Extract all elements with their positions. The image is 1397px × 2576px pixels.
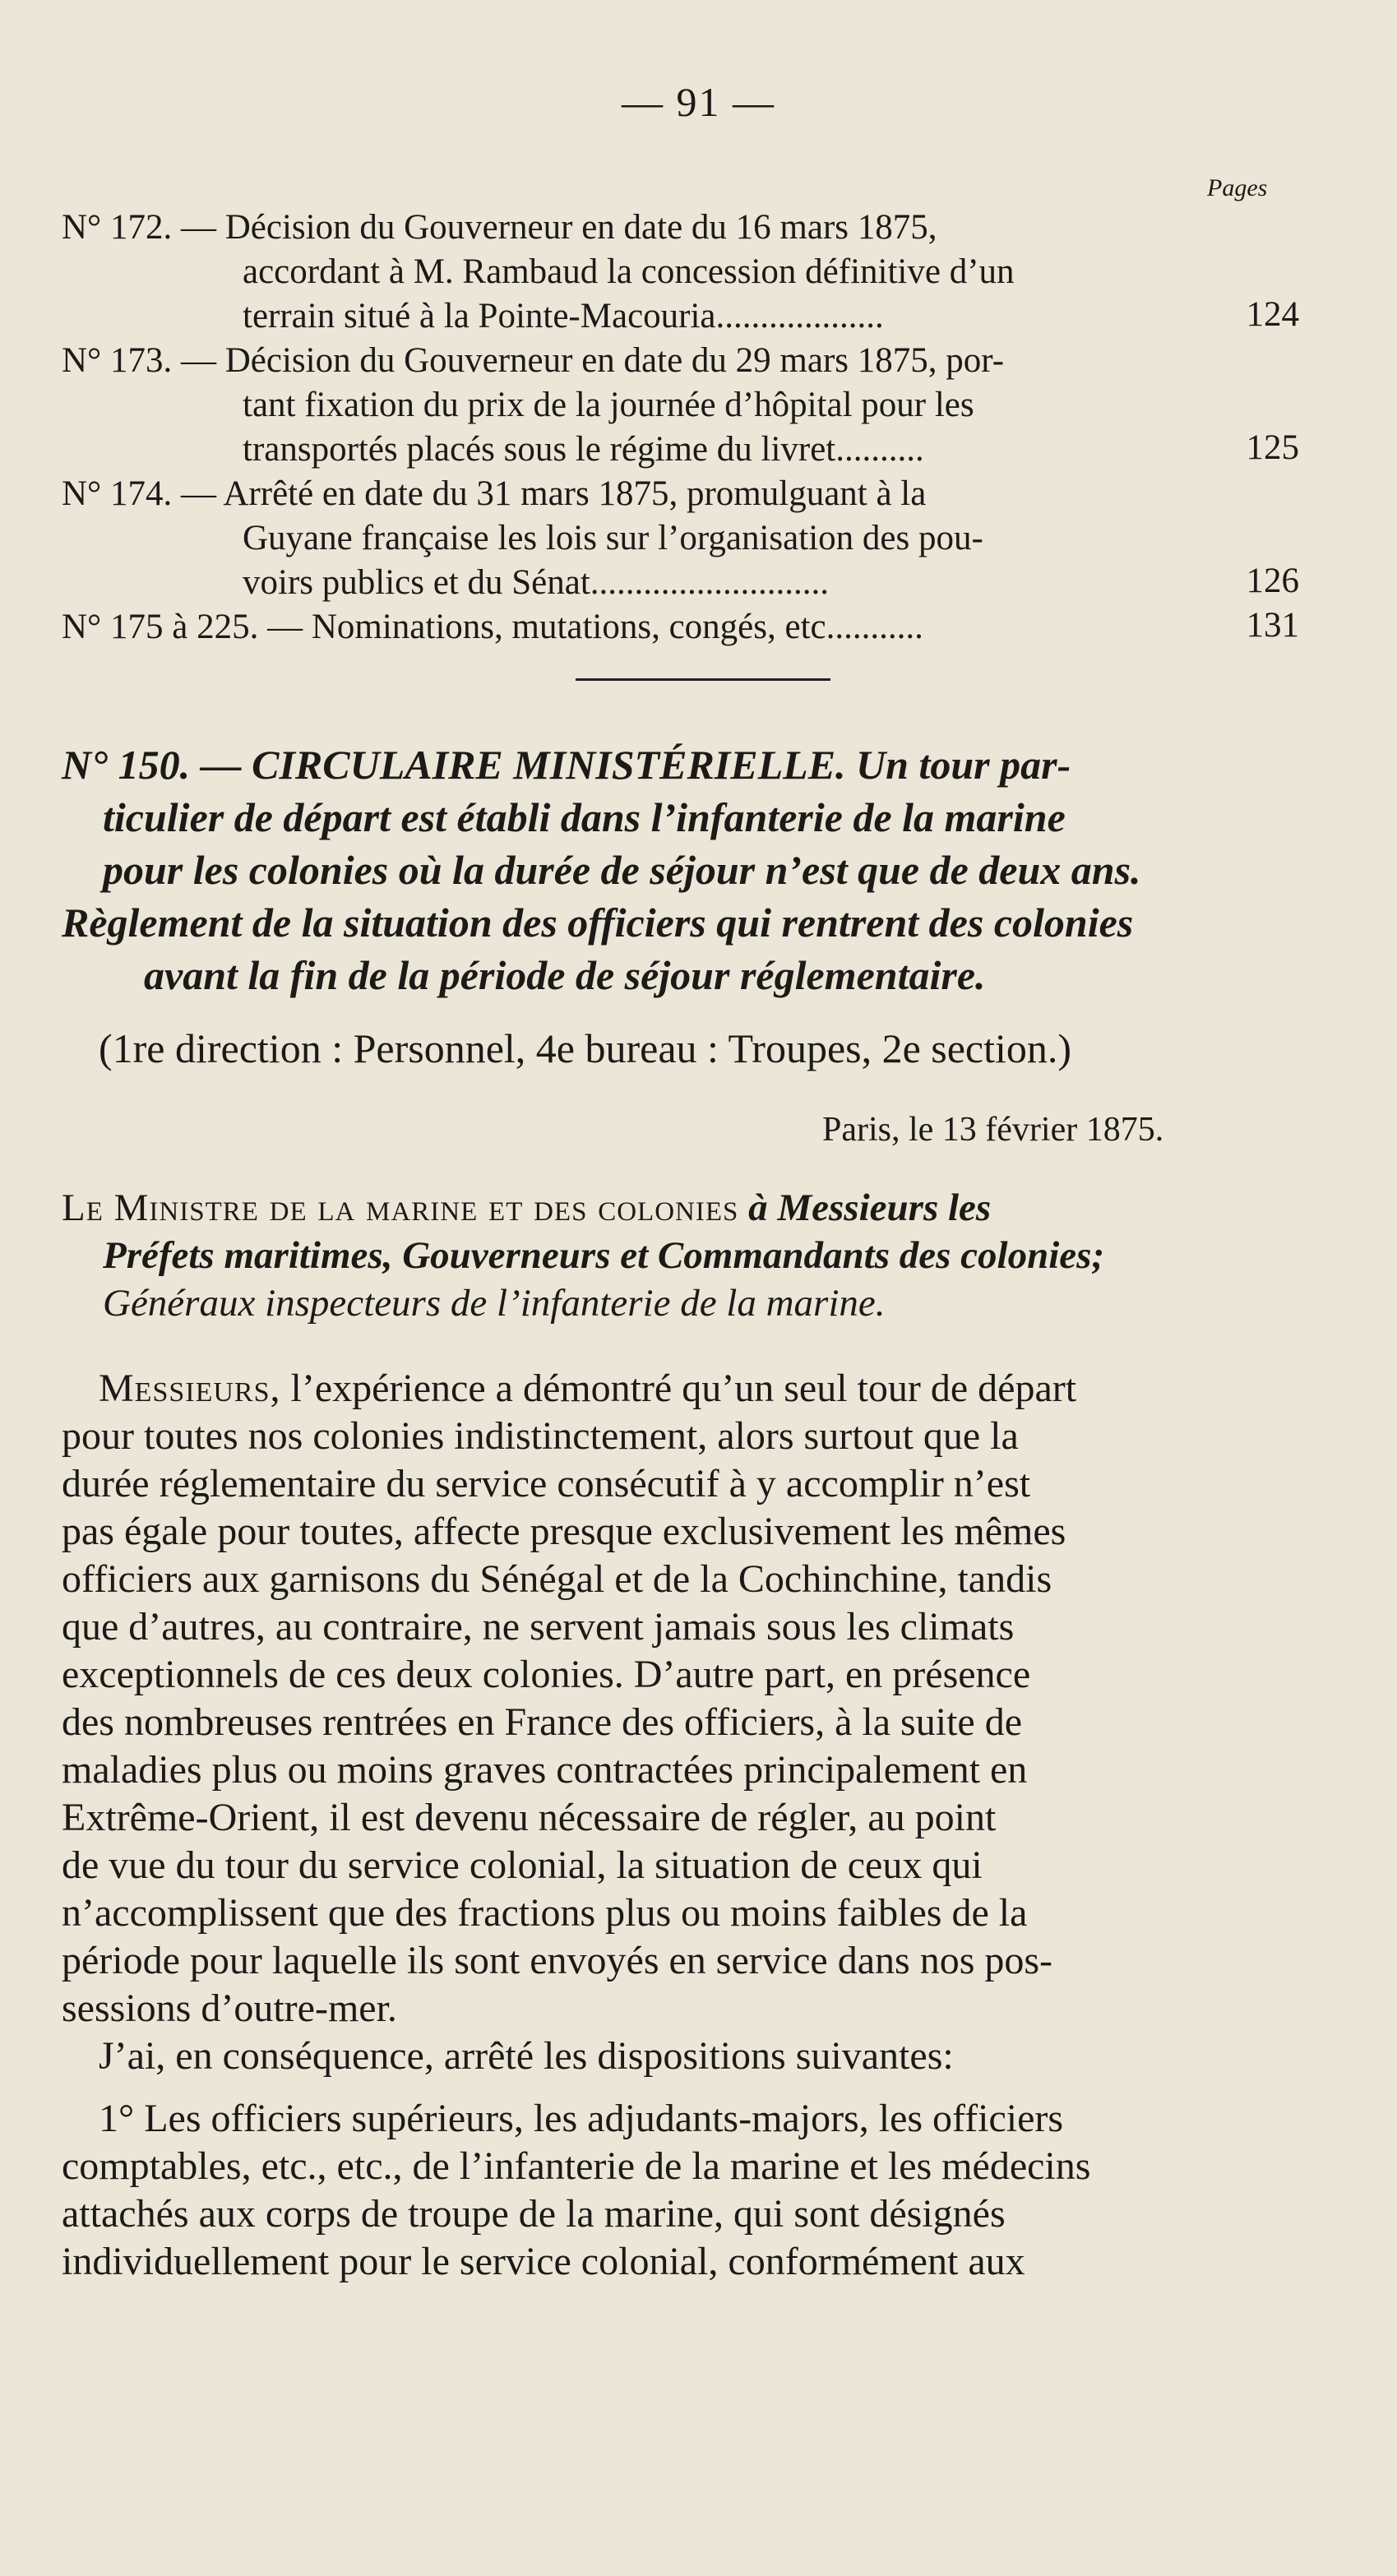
paragraph-line: officiers aux garnisons du Sénégal et de la Cochinchine, tandis (62, 1557, 1052, 1601)
date-line: Paris, le 13 février 1875. (822, 1111, 1164, 1149)
toc-line: terrain situé à la Pointe-Macouria................... (243, 297, 884, 335)
paragraph-line: individuellement pour le service colonial, conformément aux (62, 2240, 1025, 2283)
direction-line: (1re direction : Personnel, 4e bureau : Troupes, 2e section.) (99, 1025, 1072, 1071)
paragraph-line: comptables, etc., etc., de l’infanterie de la marine et les médecins (62, 2144, 1091, 2188)
toc-page-number: 124 (1246, 295, 1299, 334)
paragraph-line: sessions d’outre-mer. (62, 1986, 397, 2030)
heading-line: pour les colonies où la durée de séjour n’est que de deux ans. (103, 847, 1141, 893)
paragraph-line: n’accomplissent que des fractions plus ou moins faibles de la (62, 1891, 1028, 1935)
toc-page-number: 131 (1246, 606, 1299, 645)
addressees: à Messieurs les (738, 1186, 992, 1229)
paragraph-line: 1° Les officiers supérieurs, les adjudants-majors, les officiers (99, 2097, 1064, 2140)
heading-line: N° 150. — CIRCULAIRE MINISTÉRIELLE. Un tour par- (62, 742, 1071, 788)
toc-line: accordant à M. Rambaud la concession définitive d’un (243, 252, 1015, 291)
address-line (62, 1184, 991, 1232)
paragraph-line: pas égale pour toutes, affecte presque exclusivement les mêmes (62, 1510, 1066, 1553)
salutation: Messieurs, (99, 1367, 281, 1410)
paragraph-line: période pour laquelle ils sont envoyés en service dans nos pos- (62, 1939, 1053, 1982)
toc-page-number: 126 (1246, 562, 1299, 600)
address-line: Préfets maritimes, Gouverneurs et Commandants des colonies; (103, 1234, 1105, 1277)
paragraph-line: pour toutes nos colonies indistinctement, alors surtout que la (62, 1414, 1019, 1458)
toc-line: tant fixation du prix de la journée d’hôpital pour les (243, 386, 974, 424)
toc-line: Guyane française les lois sur l’organisation des pou- (243, 519, 983, 557)
toc-line: N° 173. — Décision du Gouverneur en date du 29 mars 1875, por- (62, 341, 1005, 380)
page-number: — 91 — (622, 79, 775, 125)
paragraph-line: attachés aux corps de troupe de la marine, qui sont désignés (62, 2192, 1006, 2236)
address-line: Généraux inspecteurs de l’infanterie de la marine. (103, 1282, 886, 1325)
paragraph-line: exceptionnels de ces deux colonies. D’autre part, en présence (62, 1653, 1031, 1696)
heading-line: Règlement de la situation des officiers qui rentrent des colonies (62, 900, 1134, 946)
paragraph-line: de vue du tour du service colonial, la situation de ceux qui (62, 1843, 983, 1887)
toc-line: N° 172. — Décision du Gouverneur en date du 16 mars 1875, (62, 208, 937, 247)
section-divider (576, 678, 830, 681)
paragraph-line: Extrême-Orient, il est devenu nécessaire de régler, au point (62, 1796, 997, 1839)
toc-page-number: 125 (1246, 428, 1299, 467)
paragraph-line: maladies plus ou moins graves contractées principalement en (62, 1748, 1028, 1792)
paragraph-line: durée réglementaire du service consécutif à y accomplir n’est (62, 1462, 1031, 1505)
line-text: l’expérience a démontré qu’un seul tour de départ (280, 1367, 1077, 1410)
toc-line: voirs publics et du Sénat........................... (243, 563, 830, 602)
heading-line: ticulier de départ est établi dans l’infanterie de la marine (103, 794, 1066, 840)
toc-line: N° 175 à 225. — Nominations, mutations, congés, etc........... (62, 608, 923, 646)
addressor: Le Ministre de la marine et des colonies (62, 1186, 739, 1229)
toc-line: N° 174. — Arrêté en date du 31 mars 1875, promulguant à la (62, 474, 927, 513)
paragraph-line: des nombreuses rentrées en France des officiers, à la suite de (62, 1700, 1023, 1744)
pages-column-label: Pages (1207, 174, 1268, 201)
toc-line: transportés placés sous le régime du livret.......... (243, 430, 924, 469)
heading-line: avant la fin de la période de séjour réglementaire. (144, 952, 986, 998)
paragraph-line: que d’autres, au contraire, ne servent jamais sous les climats (62, 1605, 1015, 1649)
paragraph-line (99, 1365, 1076, 1413)
body-paragraph: J’ai, en conséquence, arrêté les dispositions suivantes: (99, 2034, 954, 2078)
